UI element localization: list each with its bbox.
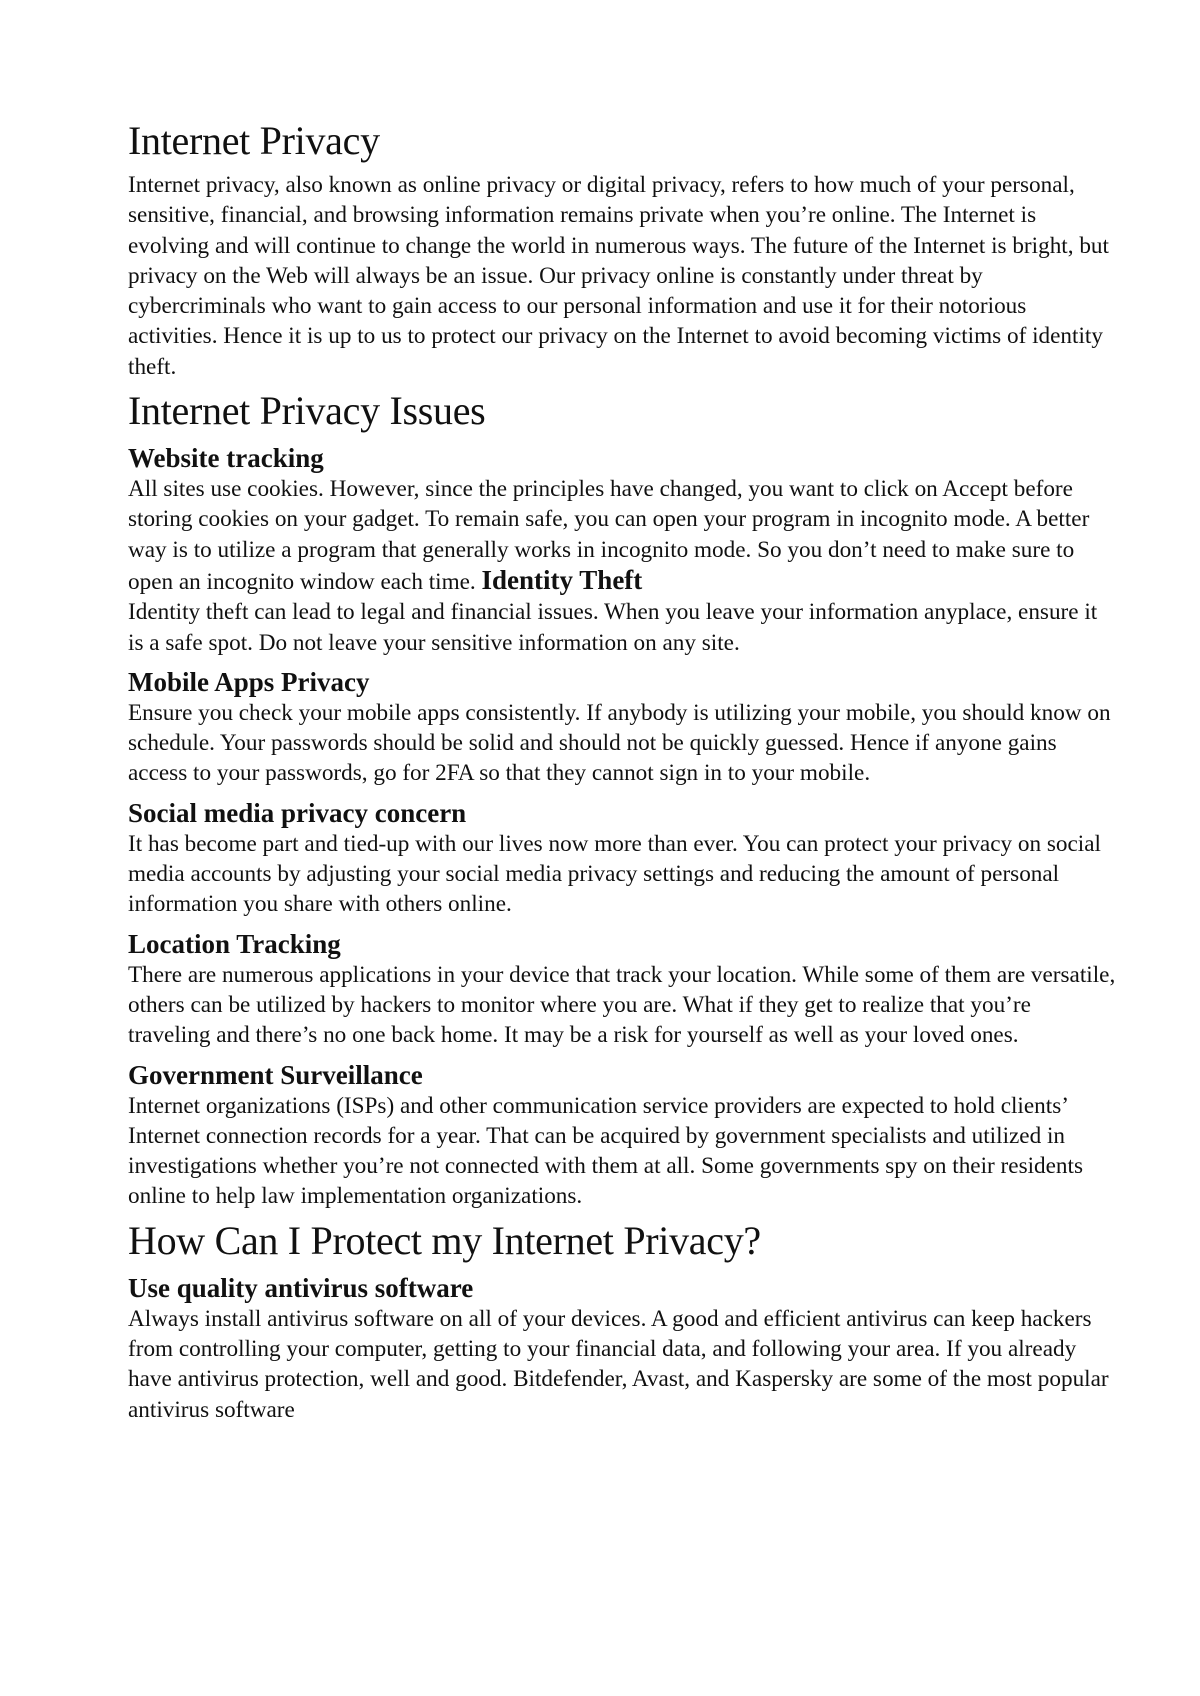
protect-heading: How Can I Protect my Internet Privacy? [128,1217,761,1263]
website-tracking-body: All sites use cookies. However, since the principles have changed, you want to click on Accept before storing cookies on your gadget. To remain safe, you can open your program in incognito mode. A better way is to utilize a program that generally works in incognito mode. So you don’t need to make sure to open an incognito window each time. [128,476,1090,595]
website-tracking-paragraph [128,474,1118,597]
location-tracking-heading: Location Tracking [128,928,341,959]
social-media-paragraph: It has become part and tied-up with our lives now more than ever. You can protect your privacy on social media accounts by adjusting your social media privacy settings and reducing the amount of personal information you share with others online. [128,830,1101,918]
intro-paragraph: Internet privacy, also known as online privacy or digital privacy, refers to how much of your personal, sensitive, financial, and browsing information remains private when you’re online. The Internet is evolving and will continue to change the world in numerous ways. The future of the Internet is bright, but privacy on the Web will always be an issue. Our privacy online is constantly under threat by cybercriminals who want to gain access to our personal information and use it for their notorious activities. Hence it is up to us to protect our privacy on the Internet to avoid becoming victims of identity theft. [128,172,1109,380]
identity-theft-paragraph: Identity theft can lead to legal and financial issues. When you leave your information anyplace, ensure it is a safe spot. Do not leave your sensitive information on any site. [128,599,1098,656]
location-tracking-paragraph: There are numerous applications in your device that track your location. While some of them are versatile, others can be utilized by hackers to monitor where you are. What if they get to realize that you’re traveling and there’s no one back home. It may be a risk for yourself as well as your loved ones. [128,961,1116,1049]
antivirus-heading: Use quality antivirus software [128,1272,474,1303]
social-media-heading: Social media privacy concern [128,797,467,828]
government-surveillance-paragraph: Internet organizations (ISPs) and other communication service providers are expected to hold clients’ Internet connection records for a year. That can be acquired by government specialists and utilized in investigations whether you’re not connected with them at all. Some governments spy on their residents online to help law implementation organizations. [128,1092,1083,1210]
document-page [128,118,1118,1425]
website-tracking-heading: Website tracking [128,443,324,474]
mobile-apps-paragraph: Ensure you check your mobile apps consistently. If anybody is utilizing your mobile, you should know on schedule. Your passwords should be solid and should not be quickly guessed. Hence if anyone gains access to your passwords, go for 2FA so that they cannot sign in to your mobile. [128,699,1111,787]
antivirus-paragraph: Always install antivirus software on all of your devices. A good and efficient antivirus can keep hackers from controlling your computer, getting to your financial data, and following your area. If you already have antivirus protection, well and good. Bitdefender, Avast, and Kaspersky are some of the most popular antivirus software [128,1305,1109,1423]
mobile-apps-heading: Mobile Apps Privacy [128,666,370,697]
identity-theft-heading: Identity Theft [481,564,643,595]
document-title: Internet Privacy [128,118,380,163]
government-surveillance-heading: Government Surveillance [128,1059,423,1090]
issues-heading: Internet Privacy Issues [128,388,486,434]
